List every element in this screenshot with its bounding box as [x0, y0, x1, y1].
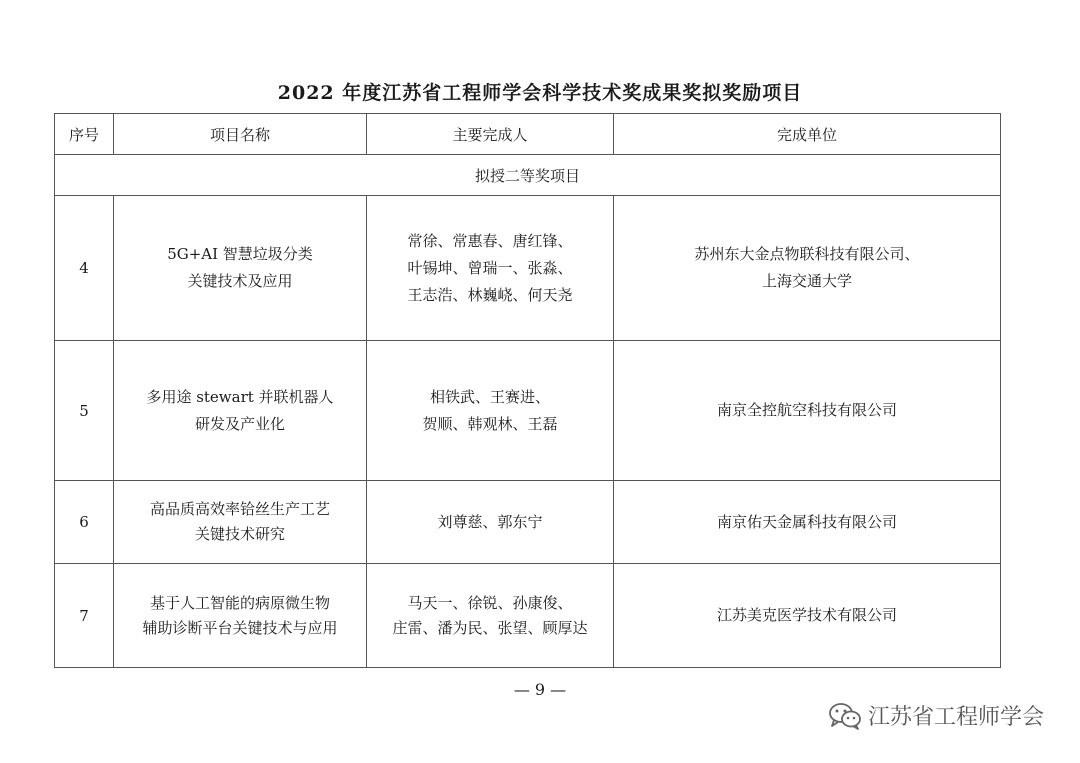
award-table	[54, 113, 1001, 668]
table-row	[55, 341, 1001, 481]
header-serial-number: 序号	[55, 114, 114, 155]
section-label: 拟授二等奖项目	[55, 155, 1001, 196]
contributors-line: 刘尊慈、郭东宁	[437, 512, 543, 531]
project-name-line: 研发及产业化	[194, 414, 285, 433]
table-header-row	[55, 114, 1001, 155]
header-main-contributors: 主要完成人	[367, 114, 614, 155]
unit-cell	[614, 196, 1001, 341]
unit-line: 苏州东大金点物联科技有限公司、	[694, 245, 920, 263]
wechat-watermark	[828, 700, 1044, 731]
unit-line: 上海交通大学	[761, 272, 852, 290]
table-row	[55, 481, 1001, 564]
project-name-cell	[114, 341, 367, 481]
project-name-line: 关键技术及应用	[187, 272, 293, 290]
wechat-icon	[828, 701, 862, 731]
contributors-line: 庄雷、潘为民、张望、顾厚达	[392, 618, 588, 637]
row-number: 4	[55, 196, 114, 341]
row-number: 7	[55, 564, 114, 668]
contributors-line: 马天一、徐锐、孙康俊、	[407, 593, 573, 612]
project-name-line: 关键技术研究	[194, 525, 285, 543]
page-title: 2022 年度江苏省工程师学会科学技术奖成果奖拟奖励项目	[277, 82, 803, 104]
contributors-cell	[367, 481, 614, 564]
project-name-cell	[114, 564, 367, 668]
contributors-line: 相铁武、王赛进、	[429, 387, 550, 406]
unit-cell	[614, 481, 1001, 564]
header-completing-unit: 完成单位	[614, 114, 1001, 155]
contributors-line: 叶锡坤、曾瑞一、张淼、	[407, 258, 573, 277]
row-number: 6	[55, 481, 114, 564]
header-project-name: 项目名称	[114, 114, 367, 155]
project-name-line: 基于人工智能的病原微生物	[149, 593, 330, 612]
row-number: 5	[55, 341, 114, 481]
unit-cell	[614, 341, 1001, 481]
unit-line: 南京佑天金属科技有限公司	[716, 512, 897, 531]
project-name-cell	[114, 481, 367, 564]
contributors-line: 贺顺、韩观林、王磊	[422, 414, 558, 433]
section-row	[55, 155, 1001, 196]
project-name-line: 多用途 stewart 并联机器人	[146, 387, 334, 406]
unit-line: 南京全控航空科技有限公司	[716, 401, 897, 419]
table-row	[55, 564, 1001, 668]
project-name-line: 辅助诊断平台关键技术与应用	[142, 618, 338, 637]
unit-cell	[614, 564, 1001, 668]
watermark-text: 江苏省工程师学会	[867, 705, 1044, 730]
project-name-line: 5G+AI 智慧垃圾分类	[167, 245, 313, 263]
contributors-cell	[367, 341, 614, 481]
contributors-cell	[367, 564, 614, 668]
project-name-line: 高品质高效率铪丝生产工艺	[149, 500, 330, 518]
project-name-cell	[114, 196, 367, 341]
contributors-line: 王志浩、林巍峣、何天尧	[407, 285, 573, 304]
contributors-line: 常徐、常惠春、唐红锋、	[407, 231, 573, 250]
table-row	[55, 196, 1001, 341]
unit-line: 江苏美克医学技术有限公司	[716, 606, 897, 624]
page-number: — 9 —	[513, 680, 567, 699]
contributors-cell	[367, 196, 614, 341]
